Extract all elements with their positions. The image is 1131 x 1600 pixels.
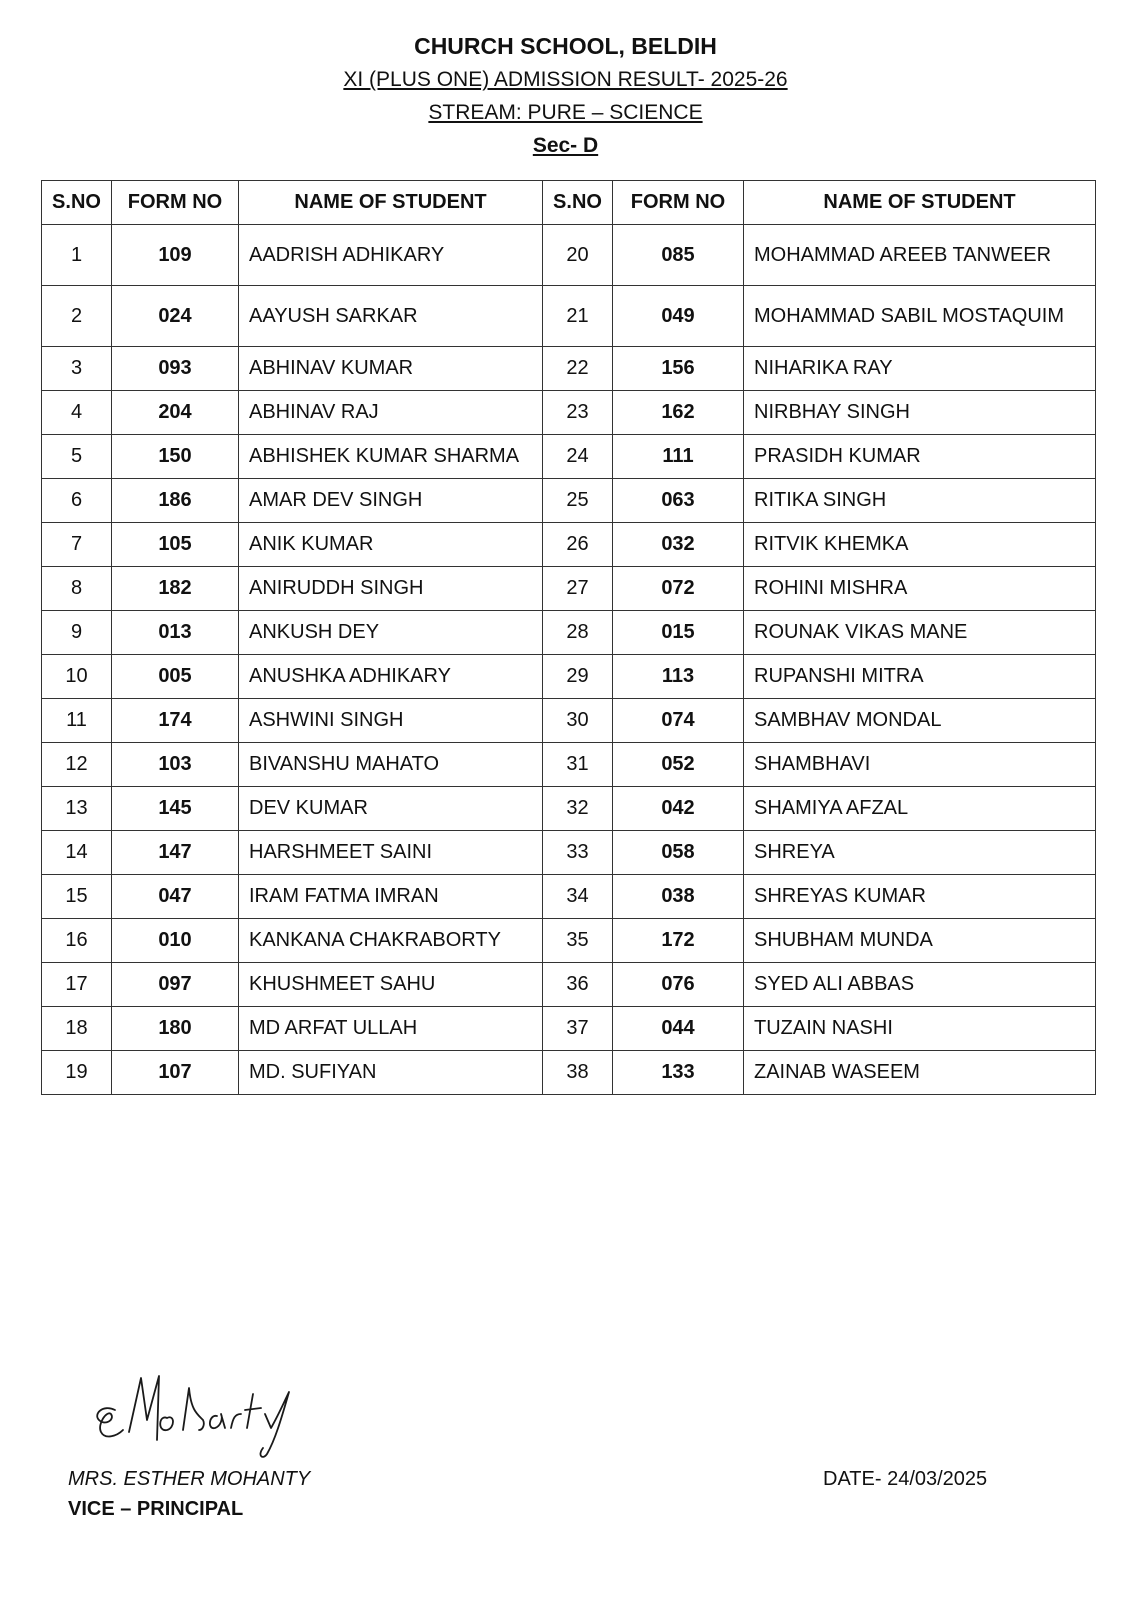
serial-number-cell: 28 xyxy=(543,611,613,655)
form-number-cell: 113 xyxy=(613,655,744,699)
serial-number-cell: 12 xyxy=(42,743,112,787)
serial-number-cell: 29 xyxy=(543,655,613,699)
form-number-cell: 145 xyxy=(112,787,239,831)
serial-number-cell: 20 xyxy=(543,225,613,286)
form-number-cell: 147 xyxy=(112,831,239,875)
serial-number-cell: 22 xyxy=(543,347,613,391)
serial-number-cell: 3 xyxy=(42,347,112,391)
table-row xyxy=(42,787,1096,831)
form-number-cell: 172 xyxy=(613,919,744,963)
serial-number-cell: 14 xyxy=(42,831,112,875)
student-name-cell: SHREYAS KUMAR xyxy=(744,875,1096,919)
student-name-cell: BIVANSHU MAHATO xyxy=(239,743,543,787)
serial-number-cell: 27 xyxy=(543,567,613,611)
table-row xyxy=(42,919,1096,963)
student-name-cell: ABHINAV RAJ xyxy=(239,391,543,435)
form-number-cell: 085 xyxy=(613,225,744,286)
table-row xyxy=(42,1051,1096,1095)
form-number-cell: 024 xyxy=(112,286,239,347)
student-name-cell: SHUBHAM MUNDA xyxy=(744,919,1096,963)
student-name-cell: ROHINI MISHRA xyxy=(744,567,1096,611)
student-name-cell: SHREYA xyxy=(744,831,1096,875)
column-header-sno-left: S.NO xyxy=(42,181,112,225)
student-name-cell: KANKANA CHAKRABORTY xyxy=(239,919,543,963)
serial-number-cell: 18 xyxy=(42,1007,112,1051)
student-name-cell: ROUNAK VIKAS MANE xyxy=(744,611,1096,655)
student-name-cell: DEV KUMAR xyxy=(239,787,543,831)
form-number-cell: 005 xyxy=(112,655,239,699)
school-name: CHURCH SCHOOL, BELDIH xyxy=(414,33,717,59)
column-header-form-right: FORM NO xyxy=(613,181,744,225)
serial-number-cell: 1 xyxy=(42,225,112,286)
table-row xyxy=(42,435,1096,479)
table-row xyxy=(42,479,1096,523)
form-number-cell: 063 xyxy=(613,479,744,523)
signer-title: VICE – PRINCIPAL xyxy=(68,1498,244,1520)
serial-number-cell: 31 xyxy=(543,743,613,787)
form-number-cell: 042 xyxy=(613,787,744,831)
serial-number-cell: 17 xyxy=(42,963,112,1007)
form-number-cell: 186 xyxy=(112,479,239,523)
form-number-cell: 015 xyxy=(613,611,744,655)
form-number-cell: 072 xyxy=(613,567,744,611)
column-header-name-right: NAME OF STUDENT xyxy=(744,181,1096,225)
table-row xyxy=(42,963,1096,1007)
table-row xyxy=(42,831,1096,875)
document-date: DATE- 24/03/2025 xyxy=(823,1468,988,1490)
student-name-cell: NIHARIKA RAY xyxy=(744,347,1096,391)
student-name-cell: MOHAMMAD AREEB TANWEER xyxy=(744,225,1096,286)
serial-number-cell: 13 xyxy=(42,787,112,831)
student-name-cell: ABHINAV KUMAR xyxy=(239,347,543,391)
signature-image xyxy=(85,1370,315,1460)
table-row xyxy=(42,567,1096,611)
serial-number-cell: 2 xyxy=(42,286,112,347)
student-name-cell: TUZAIN NASHI xyxy=(744,1007,1096,1051)
form-number-cell: 204 xyxy=(112,391,239,435)
serial-number-cell: 8 xyxy=(42,567,112,611)
form-number-cell: 174 xyxy=(112,699,239,743)
student-name-cell: SAMBHAV MONDAL xyxy=(744,699,1096,743)
form-number-cell: 156 xyxy=(613,347,744,391)
table-row xyxy=(42,743,1096,787)
table-row xyxy=(42,1007,1096,1051)
serial-number-cell: 23 xyxy=(543,391,613,435)
form-number-cell: 133 xyxy=(613,1051,744,1095)
form-number-cell: 150 xyxy=(112,435,239,479)
student-name-cell: PRASIDH KUMAR xyxy=(744,435,1096,479)
serial-number-cell: 35 xyxy=(543,919,613,963)
form-number-cell: 047 xyxy=(112,875,239,919)
form-number-cell: 038 xyxy=(613,875,744,919)
student-name-cell: MD. SUFIYAN xyxy=(239,1051,543,1095)
serial-number-cell: 5 xyxy=(42,435,112,479)
column-header-sno-right: S.NO xyxy=(543,181,613,225)
student-name-cell: IRAM FATMA IMRAN xyxy=(239,875,543,919)
student-name-cell: HARSHMEET SAINI xyxy=(239,831,543,875)
table-row xyxy=(42,523,1096,567)
student-name-cell: ANUSHKA ADHIKARY xyxy=(239,655,543,699)
student-name-cell: SHAMIYA AFZAL xyxy=(744,787,1096,831)
serial-number-cell: 24 xyxy=(543,435,613,479)
serial-number-cell: 9 xyxy=(42,611,112,655)
student-name-cell: RITIKA SINGH xyxy=(744,479,1096,523)
form-number-cell: 180 xyxy=(112,1007,239,1051)
student-name-cell: SHAMBHAVI xyxy=(744,743,1096,787)
column-header-name-left: NAME OF STUDENT xyxy=(239,181,543,225)
student-name-cell: KHUSHMEET SAHU xyxy=(239,963,543,1007)
student-name-cell: MD ARFAT ULLAH xyxy=(239,1007,543,1051)
table-row xyxy=(42,391,1096,435)
serial-number-cell: 6 xyxy=(42,479,112,523)
form-number-cell: 074 xyxy=(613,699,744,743)
student-name-cell: AMAR DEV SINGH xyxy=(239,479,543,523)
table-row xyxy=(42,875,1096,919)
result-title: XI (PLUS ONE) ADMISSION RESULT- 2025-26 xyxy=(343,68,788,91)
table-row xyxy=(42,611,1096,655)
table-row xyxy=(42,286,1096,347)
student-name-cell: RUPANSHI MITRA xyxy=(744,655,1096,699)
form-number-cell: 182 xyxy=(112,567,239,611)
form-number-cell: 107 xyxy=(112,1051,239,1095)
form-number-cell: 049 xyxy=(613,286,744,347)
table-row xyxy=(42,655,1096,699)
student-name-cell: ZAINAB WASEEM xyxy=(744,1051,1096,1095)
form-number-cell: 162 xyxy=(613,391,744,435)
serial-number-cell: 11 xyxy=(42,699,112,743)
form-number-cell: 109 xyxy=(112,225,239,286)
admission-result-table xyxy=(41,180,1096,1095)
serial-number-cell: 38 xyxy=(543,1051,613,1095)
form-number-cell: 052 xyxy=(613,743,744,787)
serial-number-cell: 21 xyxy=(543,286,613,347)
serial-number-cell: 19 xyxy=(42,1051,112,1095)
section-label: Sec- D xyxy=(532,134,599,157)
serial-number-cell: 37 xyxy=(543,1007,613,1051)
student-name-cell: ANIRUDDH SINGH xyxy=(239,567,543,611)
form-number-cell: 032 xyxy=(613,523,744,567)
student-name-cell: SYED ALI ABBAS xyxy=(744,963,1096,1007)
student-name-cell: AAYUSH SARKAR xyxy=(239,286,543,347)
serial-number-cell: 15 xyxy=(42,875,112,919)
student-name-cell: RITVIK KHEMKA xyxy=(744,523,1096,567)
document-header xyxy=(0,30,1131,162)
serial-number-cell: 10 xyxy=(42,655,112,699)
column-header-form-left: FORM NO xyxy=(112,181,239,225)
serial-number-cell: 25 xyxy=(543,479,613,523)
form-number-cell: 097 xyxy=(112,963,239,1007)
form-number-cell: 010 xyxy=(112,919,239,963)
serial-number-cell: 4 xyxy=(42,391,112,435)
stream-label: STREAM: PURE – SCIENCE xyxy=(428,101,703,124)
student-name-cell: AADRISH ADHIKARY xyxy=(239,225,543,286)
form-number-cell: 076 xyxy=(613,963,744,1007)
student-name-cell: ASHWINI SINGH xyxy=(239,699,543,743)
serial-number-cell: 36 xyxy=(543,963,613,1007)
form-number-cell: 044 xyxy=(613,1007,744,1051)
serial-number-cell: 16 xyxy=(42,919,112,963)
table-row xyxy=(42,347,1096,391)
student-name-cell: MOHAMMAD SABIL MOSTAQUIM xyxy=(744,286,1096,347)
table-header-row xyxy=(42,181,1096,225)
form-number-cell: 058 xyxy=(613,831,744,875)
table-body xyxy=(42,225,1096,1095)
serial-number-cell: 7 xyxy=(42,523,112,567)
form-number-cell: 013 xyxy=(112,611,239,655)
student-name-cell: ANIK KUMAR xyxy=(239,523,543,567)
serial-number-cell: 30 xyxy=(543,699,613,743)
form-number-cell: 103 xyxy=(112,743,239,787)
form-number-cell: 093 xyxy=(112,347,239,391)
signer-name: MRS. ESTHER MOHANTY xyxy=(68,1468,311,1490)
student-name-cell: NIRBHAY SINGH xyxy=(744,391,1096,435)
form-number-cell: 105 xyxy=(112,523,239,567)
student-name-cell: ANKUSH DEY xyxy=(239,611,543,655)
serial-number-cell: 26 xyxy=(543,523,613,567)
table-row xyxy=(42,225,1096,286)
table-row xyxy=(42,699,1096,743)
serial-number-cell: 33 xyxy=(543,831,613,875)
form-number-cell: 111 xyxy=(613,435,744,479)
serial-number-cell: 32 xyxy=(543,787,613,831)
student-name-cell: ABHISHEK KUMAR SHARMA xyxy=(239,435,543,479)
serial-number-cell: 34 xyxy=(543,875,613,919)
